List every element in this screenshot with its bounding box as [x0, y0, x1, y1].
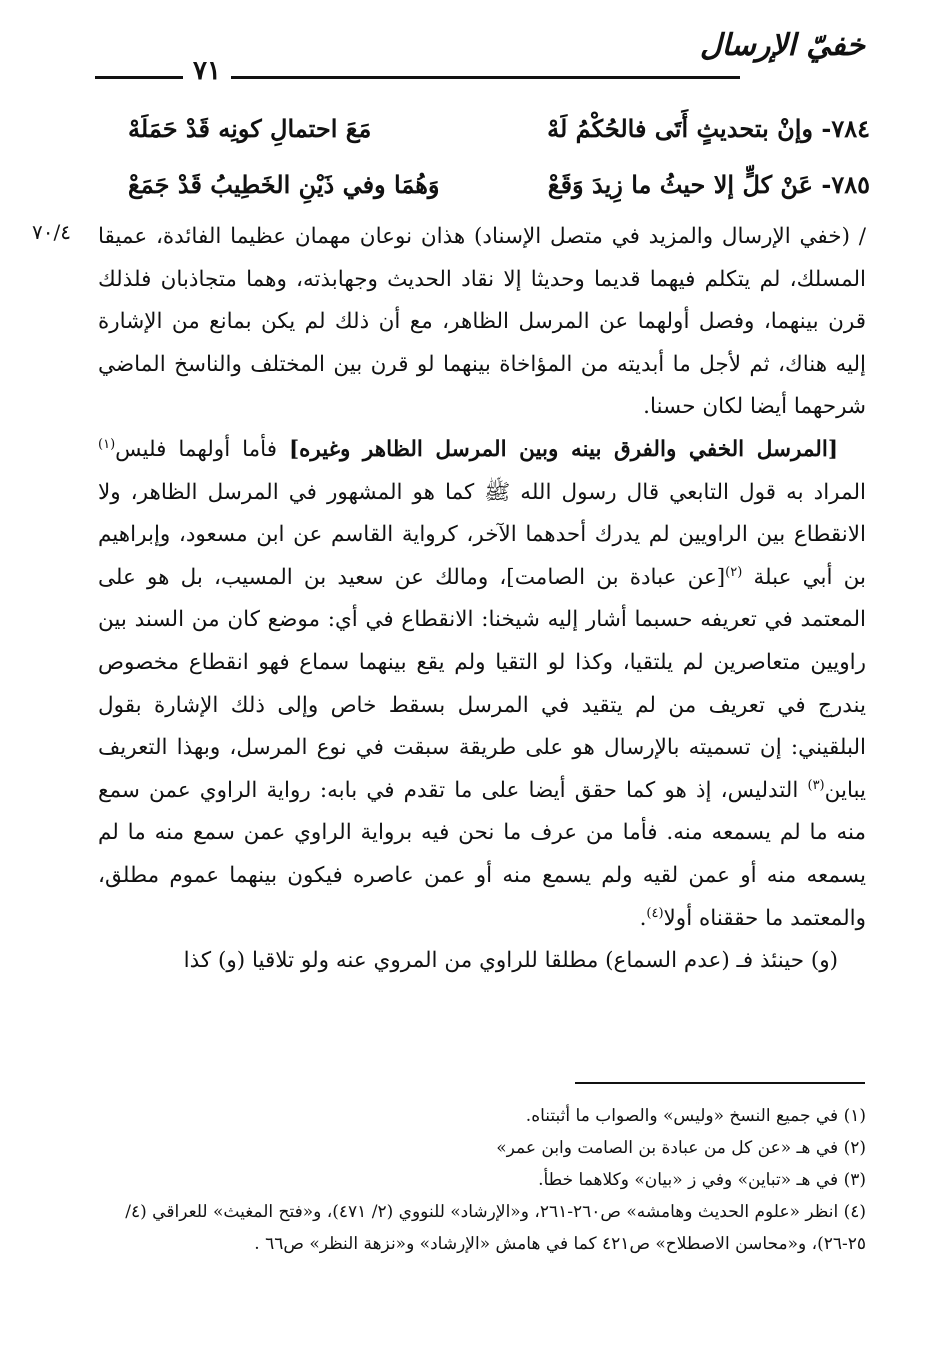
paragraph-continuation: (و) حينئذ فـ (عدم السماع) مطلقا للراوي من المروي عنه ولو تلاقيا (و) كذا — [183, 948, 838, 974]
verse-785 — [118, 166, 870, 222]
footnote-separator — [575, 1082, 865, 1084]
footnote-4: (٤) انظر «علوم الحديث وهامشه» ص٢٦٠-٢٦١، و«الإرشاد» للنووي (٢/ ٤٧١)، و«فتح المغيث» للعراقي (٤/ ٢٥-٢٦)، و«محاسن الاصطلاح» ص٤٢١ كما في هامش «الإرشاد» و«نزهة النظر» ص٦٦ . — [125, 1202, 866, 1254]
text-run: . — [639, 905, 647, 931]
verse-first-hemistich — [548, 170, 870, 199]
main-text — [98, 216, 866, 983]
running-title: خفيّ الإرسال — [699, 28, 865, 63]
page-number: ٧١ — [183, 56, 231, 86]
verse-number: ٧٨٤- — [821, 114, 870, 143]
text-run: المراد به قول التابعي قال رسول الله ﷺ كما هو المشهور في المرسل الظاهر، ولا الانقطاع بين الراويين لم يدرك أحدهما الآخر، كرواية القاسم عن ابن مسعود، وإبراهيم بن أبي عبلة — [98, 479, 866, 590]
footnote-marker-4: (٤) — [646, 905, 664, 921]
text-run: فأما أولهما فليس — [115, 436, 289, 462]
margin-reference: ٧٠/٤ — [32, 220, 71, 244]
paragraph-intro: / (خفي الإرسال والمزيد في متصل الإسناد) هذان نوعان مهمان عظيما الفائدة، عميقا المسلك، لم يتكلم فيهما قديما وحديثا إلا نقاد الحديث وجهابذته، وهما متجاذبان فلذلك قرن بينهما، وفصل أولهما عن المرسل الظاهر، مع أن ذلك لم يكن بمانع من الإشارة إليه هناك، ثم لأجل ما أبديته من المؤاخاة بينهما لو قرن بين المختلف والناسخ الماضي شرحهما أيضا لكان حسنا. — [98, 224, 866, 420]
page-header — [95, 28, 865, 88]
verse-first-hemistich — [547, 114, 870, 143]
text-run: [عن عبادة بن الصامت]، ومالك عن سعيد بن المسيب، بل هو على المعتمد في تعريفه حسبما أشار إليه شيخنا: الانقطاع في أي: موضع كان من السند بين راويين متعاصرين لم يلتقيا، وكذا لو التقيا ولم يقع بينهما سماع فهو انقطاع مخصوص يندرج في تعريف من لم يتقيد في المرسل بسقط خاص وإلى ذلك الإشارة بقول البلقيني: إن تسميته بالإرسال هو على طريقة سبقت في نوع المرسل، وبهذا التعريف يباين — [98, 564, 866, 803]
verse-first-text: وإنْ بتحديثٍ أَتَى فالحُكْمُ لَهْ — [547, 114, 813, 143]
footnote-2: (٢) في هـ «عن كل من عبادة بن الصامت وابن عمر» — [496, 1138, 866, 1158]
footnote-marker-1: (١) — [98, 436, 116, 452]
footnote-marker-2: (٢) — [725, 564, 743, 580]
verse-block — [118, 110, 870, 222]
footnotes — [98, 1100, 866, 1260]
footnote-3: (٣) في هـ «تباين» وفي ز «بيان» وكلاهما خطأ. — [538, 1170, 866, 1190]
verse-784 — [118, 110, 870, 166]
verse-second-hemistich: وَهُمَا وفي ذَيْنِ الخَطِيبُ قَدْ جَمَعْ — [128, 170, 440, 199]
footnote-marker-3: (٣) — [807, 777, 825, 793]
text-run: التدليس، إذ هو كما حقق أيضا على ما تقدم في بابه: رواية الراوي عمن سمع منه ما لم يسمعه منه. فأما من عرف ما نحن فيه برواية الراوي عمن سمع منه ما لم يسمعه منه أو عمن لقيه ولم يسمع منه أو عمن عاصره فيكون بينهما عموم مطلق، والمعتمد ما حققناه أولا — [98, 777, 866, 931]
footnote-1: (١) في جميع النسخ «وليس» والصواب ما أثبتناه. — [525, 1106, 866, 1126]
verse-number: ٧٨٥- — [821, 170, 870, 199]
verse-first-text: عَنْ كلٍّ إلا حيثُ ما زِيدَ وَقَعْ — [547, 170, 813, 199]
paragraph-mursal-khafi — [98, 429, 866, 940]
verse-second-hemistich: مَعَ احتمالِ كونِه قَدْ حَمَلَهْ — [128, 114, 372, 143]
section-heading: [المرسل الخفي والفرق بينه وبين المرسل الظاهر وغيره] — [288, 436, 838, 462]
